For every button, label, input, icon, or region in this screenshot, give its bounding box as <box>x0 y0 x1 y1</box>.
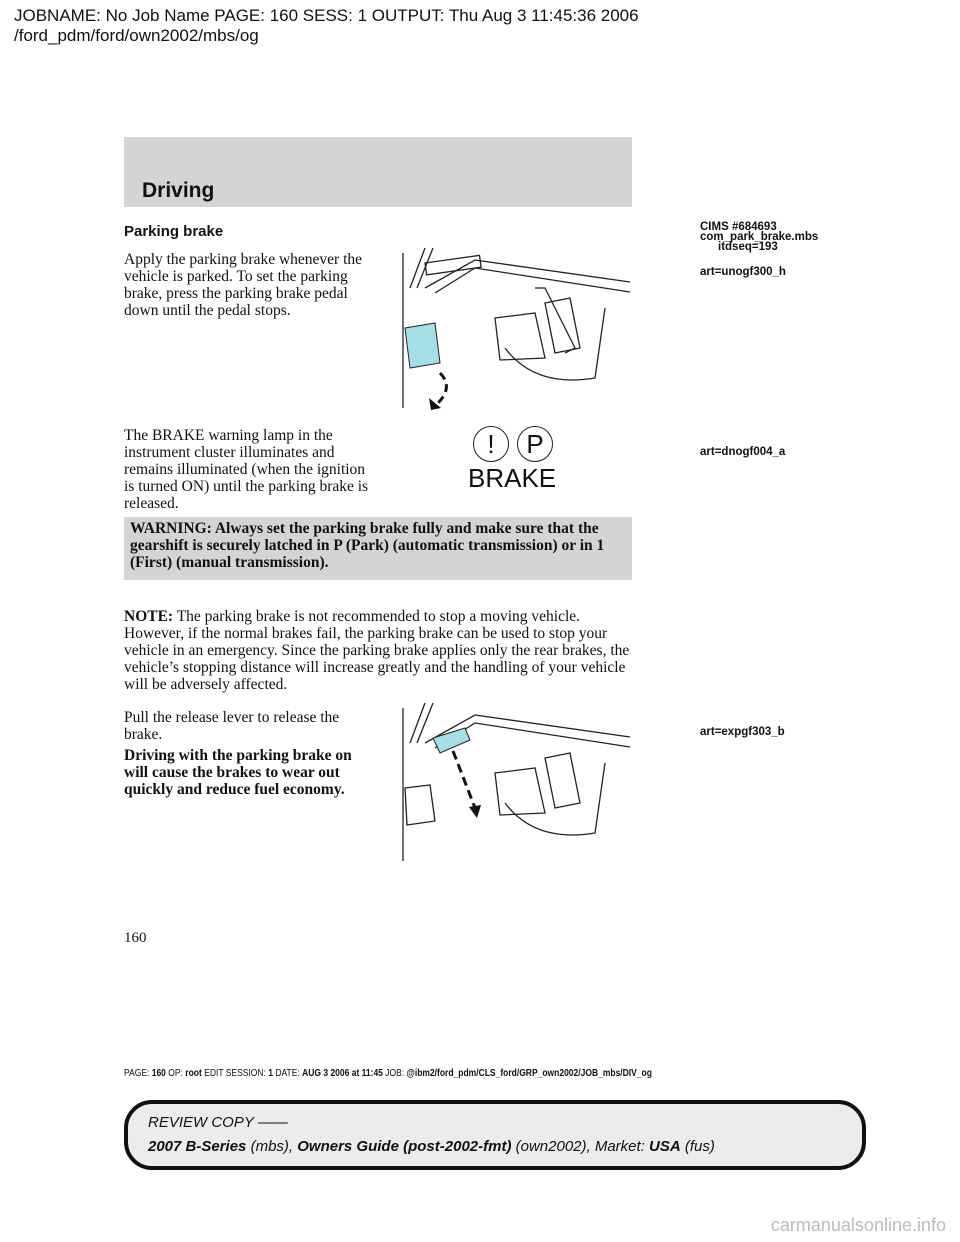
cims: CIMS #684693 <box>700 221 777 233</box>
model: 2007 B-Series <box>148 1138 247 1155</box>
heading: Parking brake <box>124 223 224 240</box>
para-release: Pull the release lever to release the brake. <box>124 709 340 743</box>
f-date: AUG 3 2006 at 11:45 <box>302 1068 383 1079</box>
note-text: The parking brake is not recommended to stop a moving vehicle. However, if the normal brakes fail, the parking brake can be used to stop your vehicle in an emergency. Since the parking brake applies only the rear brakes, the vehicle’s stopping distance will increase greatly and the handling of your vehicle will be adversely affected. <box>124 608 630 693</box>
cims-meta <box>700 222 818 252</box>
section-title: Driving <box>142 179 215 202</box>
print-footer <box>124 1068 652 1079</box>
guide-code: (own2002), <box>511 1138 595 1155</box>
review-copy-box <box>124 1100 866 1170</box>
file: com_park_brake.mbs <box>700 231 819 243</box>
parking-brake-pedal-illustration <box>395 248 635 410</box>
seq: itdseq=193 <box>718 241 778 253</box>
para-wear: Driving with the parking brake on will cause the brakes to wear out quickly and reduce fuel economy. <box>124 747 352 798</box>
note-label: NOTE: <box>124 608 174 625</box>
model-code: (mbs), <box>246 1138 298 1155</box>
f-op: root <box>185 1068 202 1079</box>
brake-release-lever-illustration <box>395 703 635 863</box>
warning-box <box>124 517 632 580</box>
f-ses-label: EDIT SESSION: <box>201 1068 269 1079</box>
f-page: 160 <box>151 1068 166 1079</box>
guide: Owners Guide (post-2002-fmt) <box>297 1138 512 1155</box>
market-code: (fus) <box>680 1138 715 1155</box>
market: USA <box>649 1138 681 1155</box>
f-page-label: PAGE: <box>124 1068 152 1079</box>
f-op-label: OP: <box>165 1068 186 1079</box>
brake-warning-lamp-icon <box>460 424 570 494</box>
art-label-1: art=unogf300_h <box>700 266 786 278</box>
section-banner <box>124 137 632 207</box>
header-line1: JOBNAME: No Job Name PAGE: 160 SESS: 1 OUTPUT: Thu Aug 3 11:45:36 2006 <box>14 6 639 25</box>
art-label-2: art=dnogf004_a <box>700 446 786 458</box>
job-header <box>14 6 639 46</box>
f-ses: 1 <box>268 1068 273 1079</box>
f-job-label: JOB: <box>382 1068 407 1079</box>
art-label-3: art=expgf303_b <box>700 726 785 738</box>
f-date-label: DATE: <box>272 1068 303 1079</box>
watermark: carmanualsonline.info <box>770 1215 946 1235</box>
review-line1: REVIEW COPY —— <box>148 1114 288 1131</box>
market-label: Market: <box>594 1138 650 1155</box>
note <box>124 608 634 693</box>
exclamation-icon: ! <box>473 426 509 462</box>
park-icon: P <box>517 426 553 462</box>
para-warning-lamp: The BRAKE warning lamp in the instrument cluster illuminates and remains illuminated (when the ignition is turned ON) until the parking brake is released. <box>124 427 369 512</box>
para-set-brake: Apply the parking brake whenever the vehicle is parked. To set the parking brake, press the parking brake pedal down until the pedal stops. <box>124 251 363 319</box>
page-number: 160 <box>124 930 147 946</box>
review-line2 <box>148 1138 715 1155</box>
warning-text: WARNING: Always set the parking brake fully and make sure that the gearshift is securely latched in P (Park) (automatic transmission) or in 1 (First) (manual transmission). <box>130 520 605 571</box>
brake-label: BRAKE <box>468 463 557 493</box>
f-job: @ibm2/ford_pdm/CLS_ford/GRP_own2002/JOB_mbs/DIV_og <box>406 1068 652 1079</box>
header-line2: /ford_pdm/ford/own2002/mbs/og <box>14 26 259 45</box>
